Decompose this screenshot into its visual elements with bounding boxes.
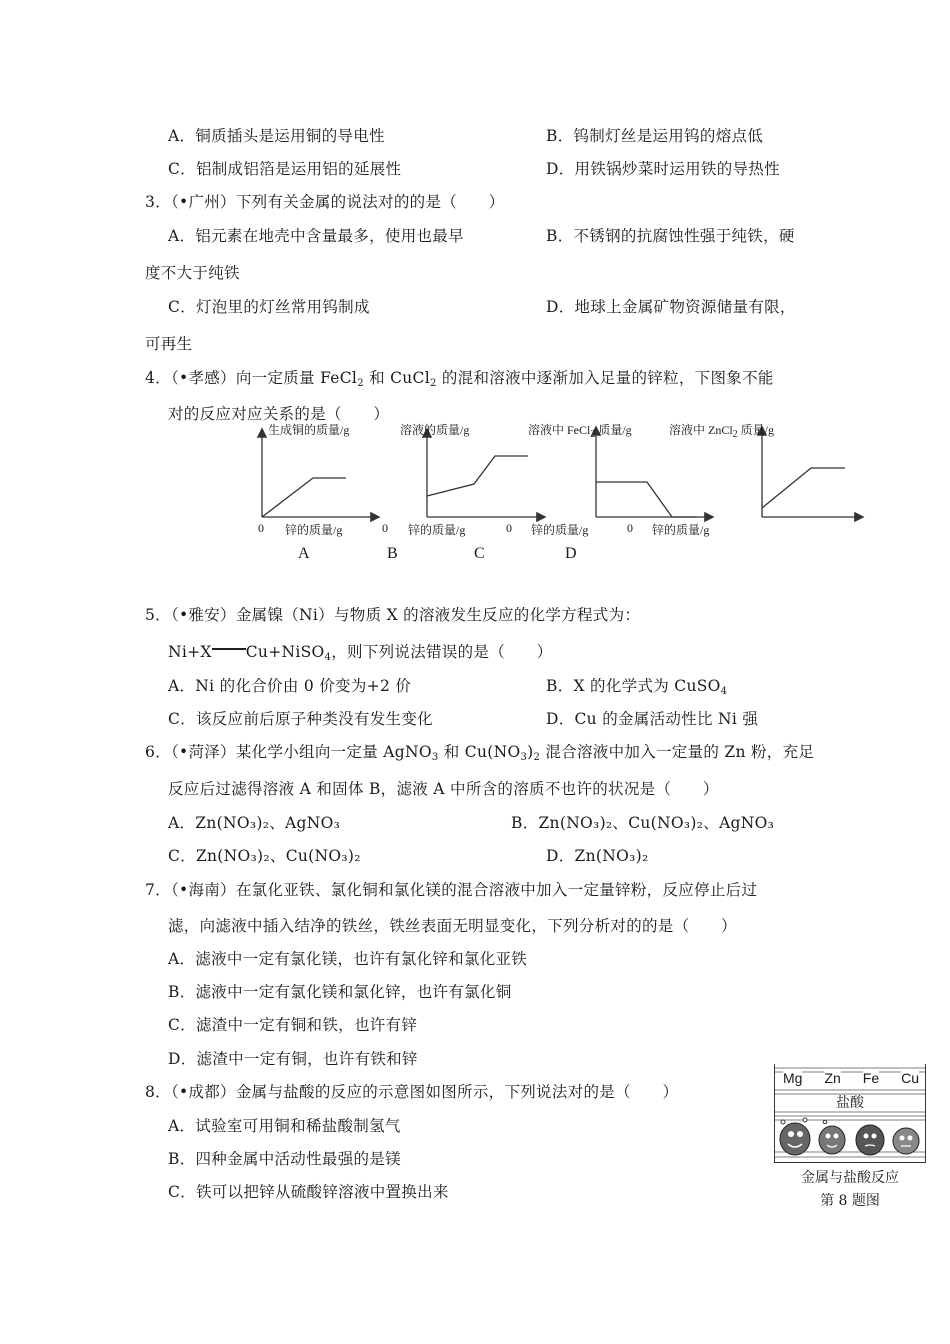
graph-2-curve (427, 456, 528, 496)
q8-figure (774, 1064, 926, 1163)
graph-3-xlabel: 锌的质量/g (531, 523, 589, 537)
graph-1-ylabel: 生成铜的质量/g (268, 423, 350, 437)
graph-4-curve (762, 468, 845, 508)
q3-option-c: C．灯泡里的灯丝常用钨制成 (168, 298, 370, 316)
graph-2-ylabel: 溶液的质量/g (400, 423, 470, 437)
q7-option-d: D．滤渣中一定有铜，也许有铁和锌 (168, 1050, 418, 1068)
q3-option-b: B．不锈钢的抗腐蚀性强于纯铁，硬 (546, 227, 795, 245)
q3-option-d-continued: 可再生 (145, 335, 193, 353)
q6-option-d: D．Zn(NO₃)₂ (546, 847, 649, 865)
q7-stem-line2: 滤，向滤液中插入结净的铁丝，铁丝表面无明显变化，下列分析对的的是（ ） (168, 917, 737, 935)
q6-stem (145, 742, 814, 768)
q7-stem: 7．（•海南）在氯化亚铁、氯化铜和氯化镁的混合溶液中加入一定量锌粉，反应停止后过 (145, 881, 758, 899)
graph-4 (762, 428, 862, 517)
graph-3-ylabel-text: 溶液中 FeCl (528, 423, 591, 437)
q6-option-a: A．Zn(NO₃)₂、AgNO₃ (168, 814, 341, 832)
q8-option-b: B．四种金属中活动性最强的是镁 (168, 1150, 401, 1168)
q2-option-d: D．用铁锅炒菜时运用铁的导热性 (546, 160, 780, 178)
metal-label-zn: Zn (824, 1070, 841, 1086)
q5-equation (168, 642, 552, 668)
q5-eq-reactants: Ni+X (168, 643, 212, 661)
metal-label-cu: Cu (901, 1070, 919, 1086)
q7-option-a: A．滤液中一定有氯化镁，也许有氯化锌和氯化亚铁 (168, 950, 528, 968)
q5-stem: 5．（•雅安）金属镍（Ni）与物质 X 的溶液发生反应的化学方程式为： (145, 606, 641, 624)
q8-option-c: C．铁可以把锌从硫酸锌溶液中置换出来 (168, 1183, 449, 1201)
metal-zn-blob (819, 1120, 845, 1154)
q7-option-b: B．滤液中一定有氯化镁和氯化锌，也许有氯化铜 (168, 983, 512, 1001)
graph-letter-d: D (565, 545, 577, 562)
q3-stem: 3．（•广州）下列有关金属的说法对的的是（ ） (145, 193, 505, 211)
q5-option-b (546, 676, 727, 702)
q6-option-b: B．Zn(NO₃)₂、Cu(NO₃)₂、AgNO₃ (511, 814, 775, 832)
graph-4-ylabel-post: 质量/g (737, 423, 775, 437)
q6-stem-sub2: 3 (520, 752, 528, 763)
q6-stem-part4: 混合溶液中加入一定量的 Zn 粉，充足 (540, 743, 815, 761)
q6-stem-sub1: 3 (431, 752, 439, 763)
metal-fe-blob (856, 1125, 884, 1155)
q5-eq-arrow (212, 648, 246, 658)
q4-stem-sub2: 2 (429, 378, 437, 389)
q7-option-c: C．滤渣中一定有铜和铁，也许有锌 (168, 1016, 418, 1034)
graph-2 (427, 430, 544, 517)
q6-stem-sub3: 2 (533, 752, 541, 763)
graph-letter-b: B (387, 545, 398, 562)
graph-2-origin: 0 (382, 521, 388, 535)
q6-stem-part1: 6．（•菏泽）某化学小组向一定量 AgNO (145, 743, 432, 761)
q3-option-d: D．地球上金属矿物资源储量有限， (546, 298, 796, 316)
q8-figure-caption2: 第 8 题图 (820, 1193, 880, 1209)
metal-label-mg: Mg (783, 1070, 803, 1086)
q4-stem-part1: 4．（•孝感）向一定质量 FeCl (145, 369, 358, 387)
graph-3-ylabel-post: 质量/g (595, 423, 632, 437)
graph-letter-c: C (474, 545, 485, 562)
q8-metal-labels (783, 1070, 919, 1086)
q4-stem-line2: 对的反应对应关系的是（ ） (168, 405, 390, 423)
metal-cu-blob (893, 1128, 919, 1154)
graph-3-curve (596, 482, 697, 517)
graph-1-origin: 0 (258, 521, 264, 535)
graph-4-ylabel-sub: 2 (732, 429, 738, 440)
q2-option-b: B．钨制灯丝是运用钨的熔点低 (546, 127, 764, 145)
graph-4-ylabel-text: 溶液中 ZnCl (669, 423, 733, 437)
q2-option-a: A．铜质插头是运用铜的导电性 (168, 127, 385, 145)
q5-option-b-text: B．X 的化学式为 CuSO (546, 677, 721, 695)
graph-1 (262, 430, 378, 517)
q5-eq-tail: ，则下列说法错误的是（ ） (331, 643, 553, 661)
q6-stem-part3: ) (527, 743, 534, 761)
q5-option-d: D．Cu 的金属活动性比 Ni 强 (546, 710, 759, 728)
q6-option-c: C．Zn(NO₃)₂、Cu(NO₃)₂ (168, 847, 361, 865)
q5-option-c: C．该反应前后原子种类没有发生变化 (168, 710, 433, 728)
q8-acid-label (775, 1092, 925, 1112)
graph-3 (596, 428, 712, 517)
q4-stem-part2: 和 CuCl (363, 369, 430, 387)
q6-stem-part2: 和 Cu(NO (438, 743, 521, 761)
graph-4-ylabel (669, 421, 774, 440)
q5-eq-sub: 4 (324, 652, 332, 663)
graph-1-xlabel: 锌的质量/g (285, 523, 343, 537)
q3-option-a: A．铝元素在地壳中含量最多，使用也最早 (168, 227, 464, 245)
graph-1-curve (262, 478, 346, 517)
q5-option-b-sub: 4 (720, 686, 728, 697)
q5-option-a: A．Ni 的化合价由 0 价变为+2 价 (168, 677, 412, 695)
q4-stem-part3: 的混和溶液中逐渐加入足量的锌粒，下图象不能 (436, 369, 774, 387)
q5-eq-products: Cu+NiSO (245, 643, 325, 661)
q8-option-a: A．试验室可用铜和稀盐酸制氢气 (168, 1117, 401, 1135)
q2-option-c: C．铝制成铝箔是运用铝的延展性 (168, 160, 402, 178)
q8-figure-caption1: 金属与盐酸反应 (801, 1170, 899, 1186)
metal-mg-blob (780, 1118, 810, 1155)
graph-letter-a: A (298, 545, 310, 562)
q6-stem-line2: 反应后过滤得溶液 A 和固体 B，滤液 A 中所含的溶质不也许的状况是（ ） (168, 780, 719, 798)
graph-3-ylabel-sub: 2 (590, 429, 596, 440)
metal-label-fe: Fe (862, 1070, 880, 1086)
graph-3-ylabel (528, 421, 632, 440)
graph-2-xlabel: 锌的质量/g (408, 523, 466, 537)
q8-acid-text: 盐酸 (836, 1095, 864, 1111)
graph-4-xlabel: 锌的质量/g (652, 523, 710, 537)
q8-stem: 8．（•成都）金属与盐酸的反应的示意图如图所示，下列说法对的是（ ） (145, 1083, 679, 1101)
q3-option-b-continued: 度不大于纯铁 (145, 264, 240, 282)
q4-stem-sub1: 2 (357, 378, 364, 389)
graph-3-origin: 0 (506, 521, 512, 535)
graph-4-origin: 0 (627, 521, 633, 535)
